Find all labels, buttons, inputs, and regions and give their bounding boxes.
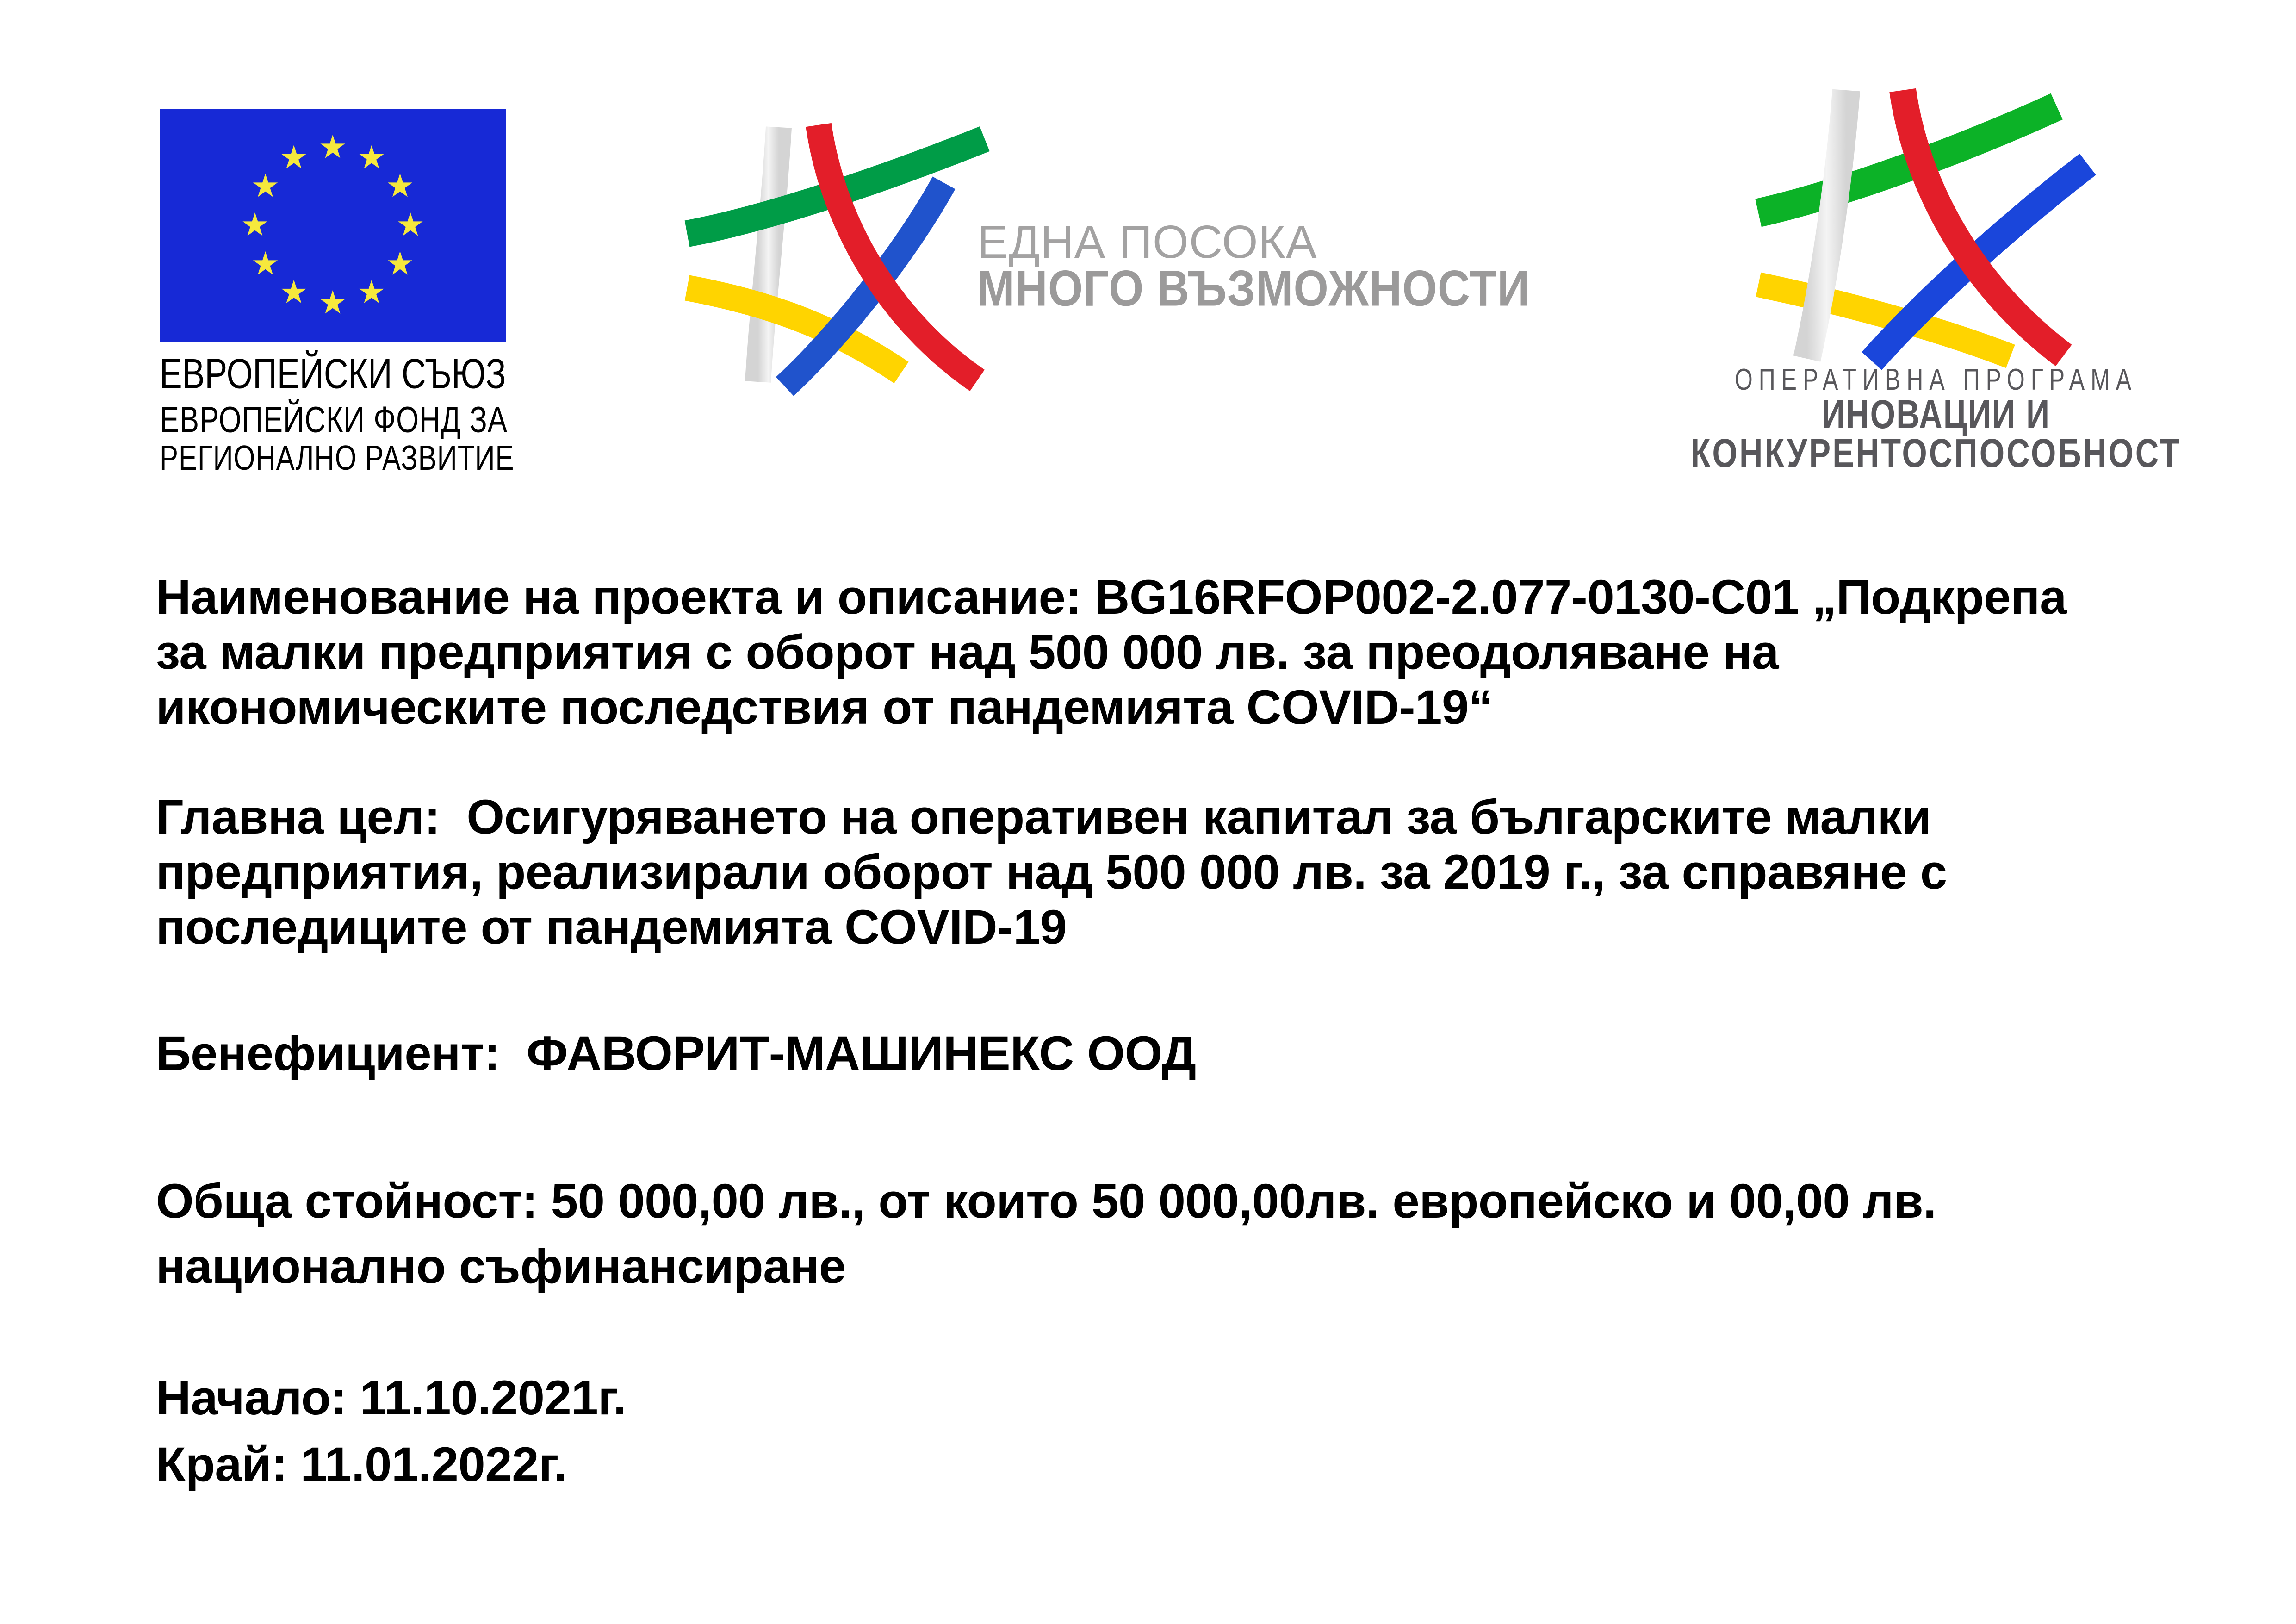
text-line: икономическите последствия от пандемията COVID-19“ [156,680,1493,734]
text-line: предприятия, реализирали оборот над 500 000 лв. за 2019 г., за справяне с [156,845,1947,899]
eu-caption-line-3: РЕГИОНАЛНО РАЗВИТИЕ [160,438,515,477]
text-line: национално съфинансиране [156,1239,846,1294]
text-line: Бенефициент: ФАВОРИТ-МАШИНЕКС ООД [156,1027,1196,1081]
ribbon-white [758,127,779,382]
eu-caption-line-2: ЕВРОПЕЙСКИ ФОНД ЗА [160,399,508,440]
text-line: Наименование на проекта и описание: BG16RFOP002-2.077-0130-C01 „Подкрепа [156,570,2066,624]
tagline-line-1: ЕДНА ПОСОКА [977,216,1317,268]
tagline-line-2: МНОГО ВЪЗМОЖНОСТИ [977,260,1530,317]
text-line: Обща стойност: 50 000,00 лв., от които 50 000,00лв. европейско и 00,00 лв. [156,1174,1936,1228]
ribbons-graphic [694,120,1018,407]
total-value-paragraph [156,1169,2238,1299]
project-info-text [156,570,2238,1498]
text-line: последиците от пандемията COVID-19 [156,900,1067,954]
text-line: за малки предприятия с оборот над 500 000 лв. за преодоляване на [156,625,1779,679]
main-goal-paragraph [156,790,2238,955]
program-name-line-2: КОНКУРЕНТОСПОСОБНОСТ [1690,430,2182,476]
text-line: Главна цел: Осигуряването на оперативен капитал за българските малки [156,790,1931,844]
eu-caption-line-1: ЕВРОПЕЙСКИ СЪЮЗ [160,350,506,398]
dates-paragraph [156,1365,2238,1498]
program-type-label: ОПЕРАТИВНА ПРОГРАМА [1734,362,2138,397]
text-line: Край: 11.01.2022г. [156,1437,567,1492]
text-line: Начало: 11.10.2021г. [156,1371,627,1425]
eu-flag-image [160,109,506,342]
ribbon-white [1807,90,1846,359]
beneficiary-paragraph [156,1026,2238,1081]
project-title-paragraph [156,570,2238,735]
program-name-line-1: ИНОВАЦИИ И [1821,392,2051,437]
